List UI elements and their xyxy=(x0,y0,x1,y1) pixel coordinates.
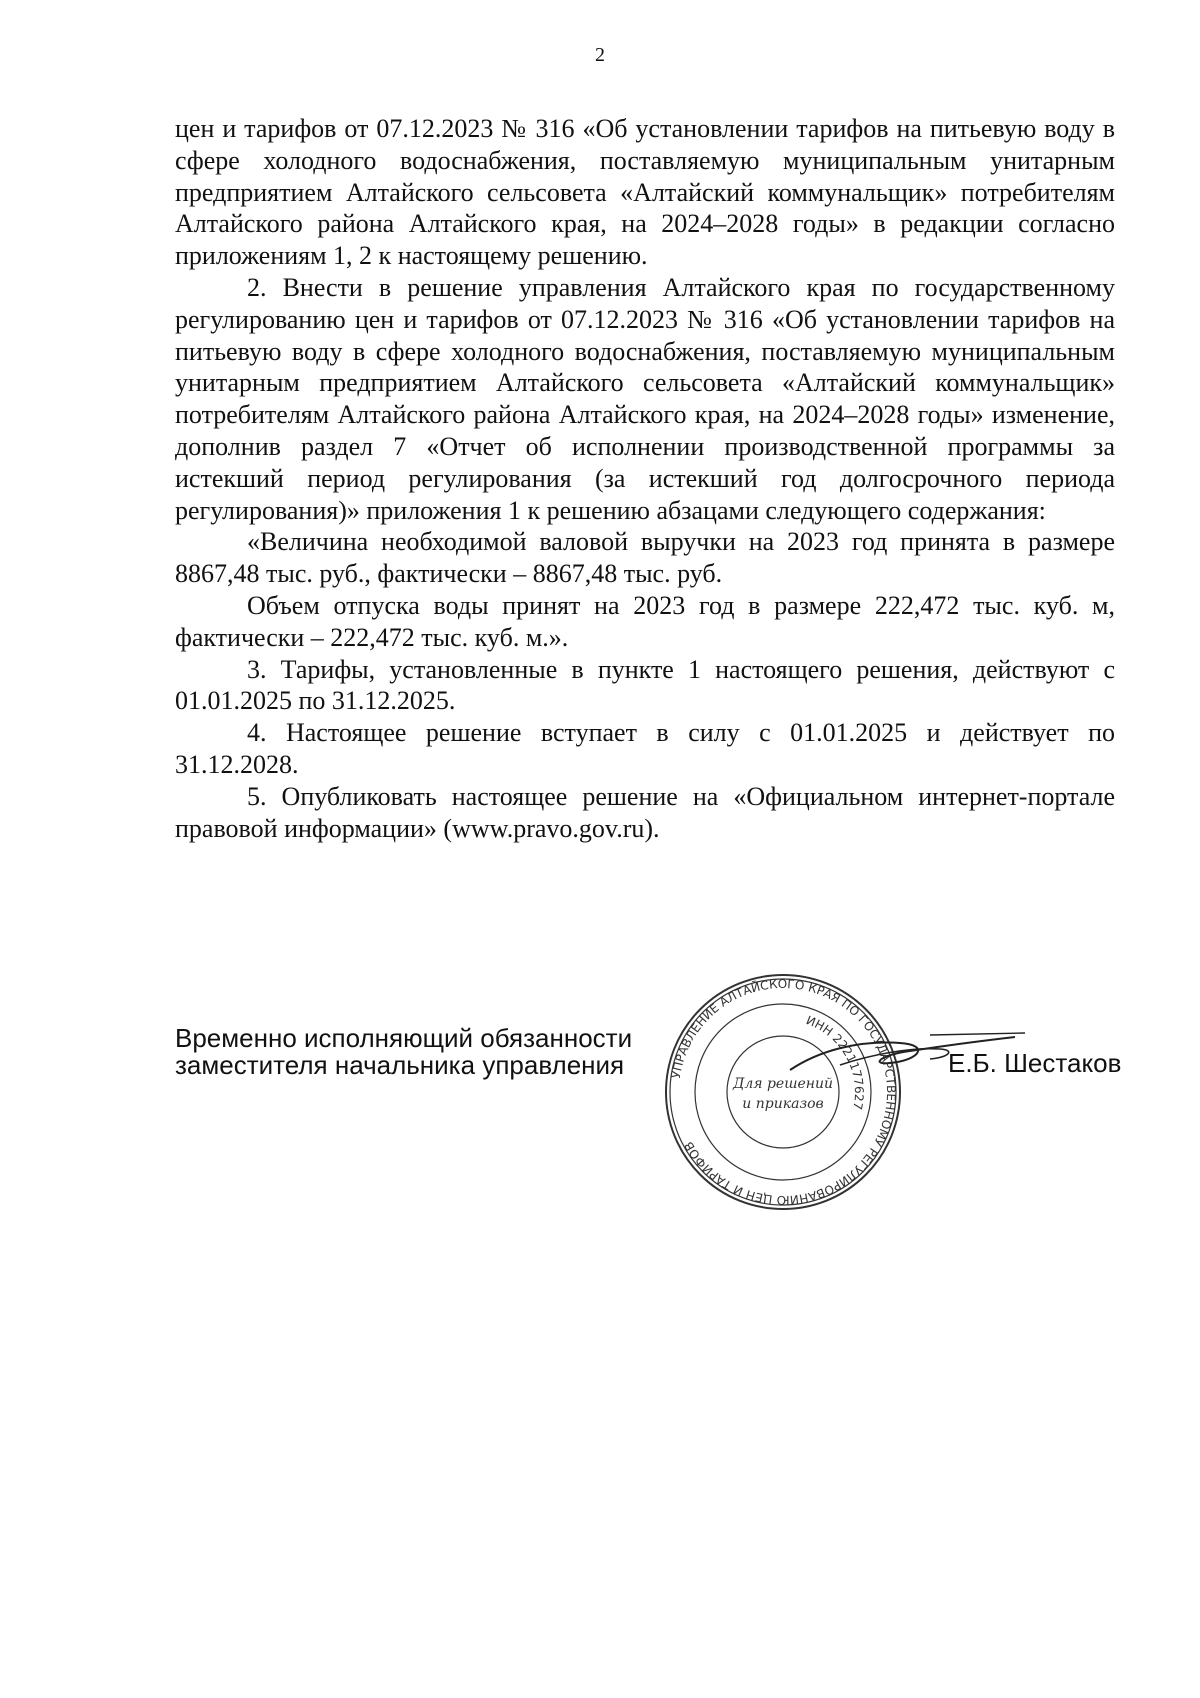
signatory-position xyxy=(175,1025,632,1079)
paragraph-item-5: 5. Опубликовать настоящее решение на «Официальном интернет-портале правовой информации» (www.pravo.gov.ru). xyxy=(175,781,1115,843)
paragraph-quote-revenue: «Величина необходимой валовой выручки на 2023 год принята в размере 8867,48 тыс. руб., фактически – 8867,48 тыс. руб. xyxy=(175,527,1115,589)
paragraph-item-2: 2. Внести в решение управления Алтайского края по государственному регулированию цен и тарифов от 07.12.2023 № 316 «Об установлении тарифов на питьевую воду в сфере холодного водоснабжения, поставляемую муниципальным унитарным предприятием Алтайского сельсовета «Алтайский коммунальщик» потребителям Алтайского района Алтайского края, на 2024–2028 годы» изменение, дополнив раздел 7 «Отчет об исполнении производственной программы за истекший период регулирования (за истекший год долгосрочного периода регулирования)» приложения 1 к решению абзацами следующего содержания: xyxy=(175,272,1115,525)
signatory-name: Е.Б. Шестаков xyxy=(948,1048,1122,1078)
paragraph-item-4: 4. Настоящее решение вступает в силу с 01.01.2025 и действует по 31.12.2028. xyxy=(175,718,1115,779)
stamp-center-line-2: и приказов xyxy=(742,1096,824,1112)
document-body xyxy=(175,113,1115,844)
paragraph-continuation: цен и тарифов от 07.12.2023 № 316 «Об установлении тарифов на питьевую воду в сфере холодного водоснабжения, поставляемую муниципальным унитарным предприятием Алтайского сельсовета «Алтайский коммунальщик» потребителям Алтайского района Алтайского края, на 2024–2028 годы» в редакции согласно приложениям 1, 2 к настоящему решению. xyxy=(175,114,1115,271)
stamp-outer-text: УПРАВЛЕНИЕ АЛТАЙСКОГО КРАЯ ПО ГОСУДАРСТВЕННОМУ РЕГУЛИРОВАНИЮ ЦЕН И ТАРИФОВ xyxy=(668,976,899,1208)
signatory-position-line-2: заместителя начальника управления xyxy=(175,1050,625,1080)
stamp-inn-text: ИНН 2221177627 xyxy=(804,1013,867,1111)
signatory-position-line-1: Временно исполняющий обязанности xyxy=(175,1023,633,1053)
page-number: 2 xyxy=(595,44,605,66)
paragraph-quote-volume: Объем отпуска воды принят на 2023 год в размере 222,472 тыс. куб. м, фактически – 222,472 тыс. куб. м.». xyxy=(175,590,1115,652)
stamp-center-line-1: Для решений xyxy=(732,1076,834,1092)
paragraph-item-3: 3. Тарифы, установленные в пункте 1 настоящего решения, действуют с 01.01.2025 по 31.12.2025. xyxy=(175,654,1115,716)
